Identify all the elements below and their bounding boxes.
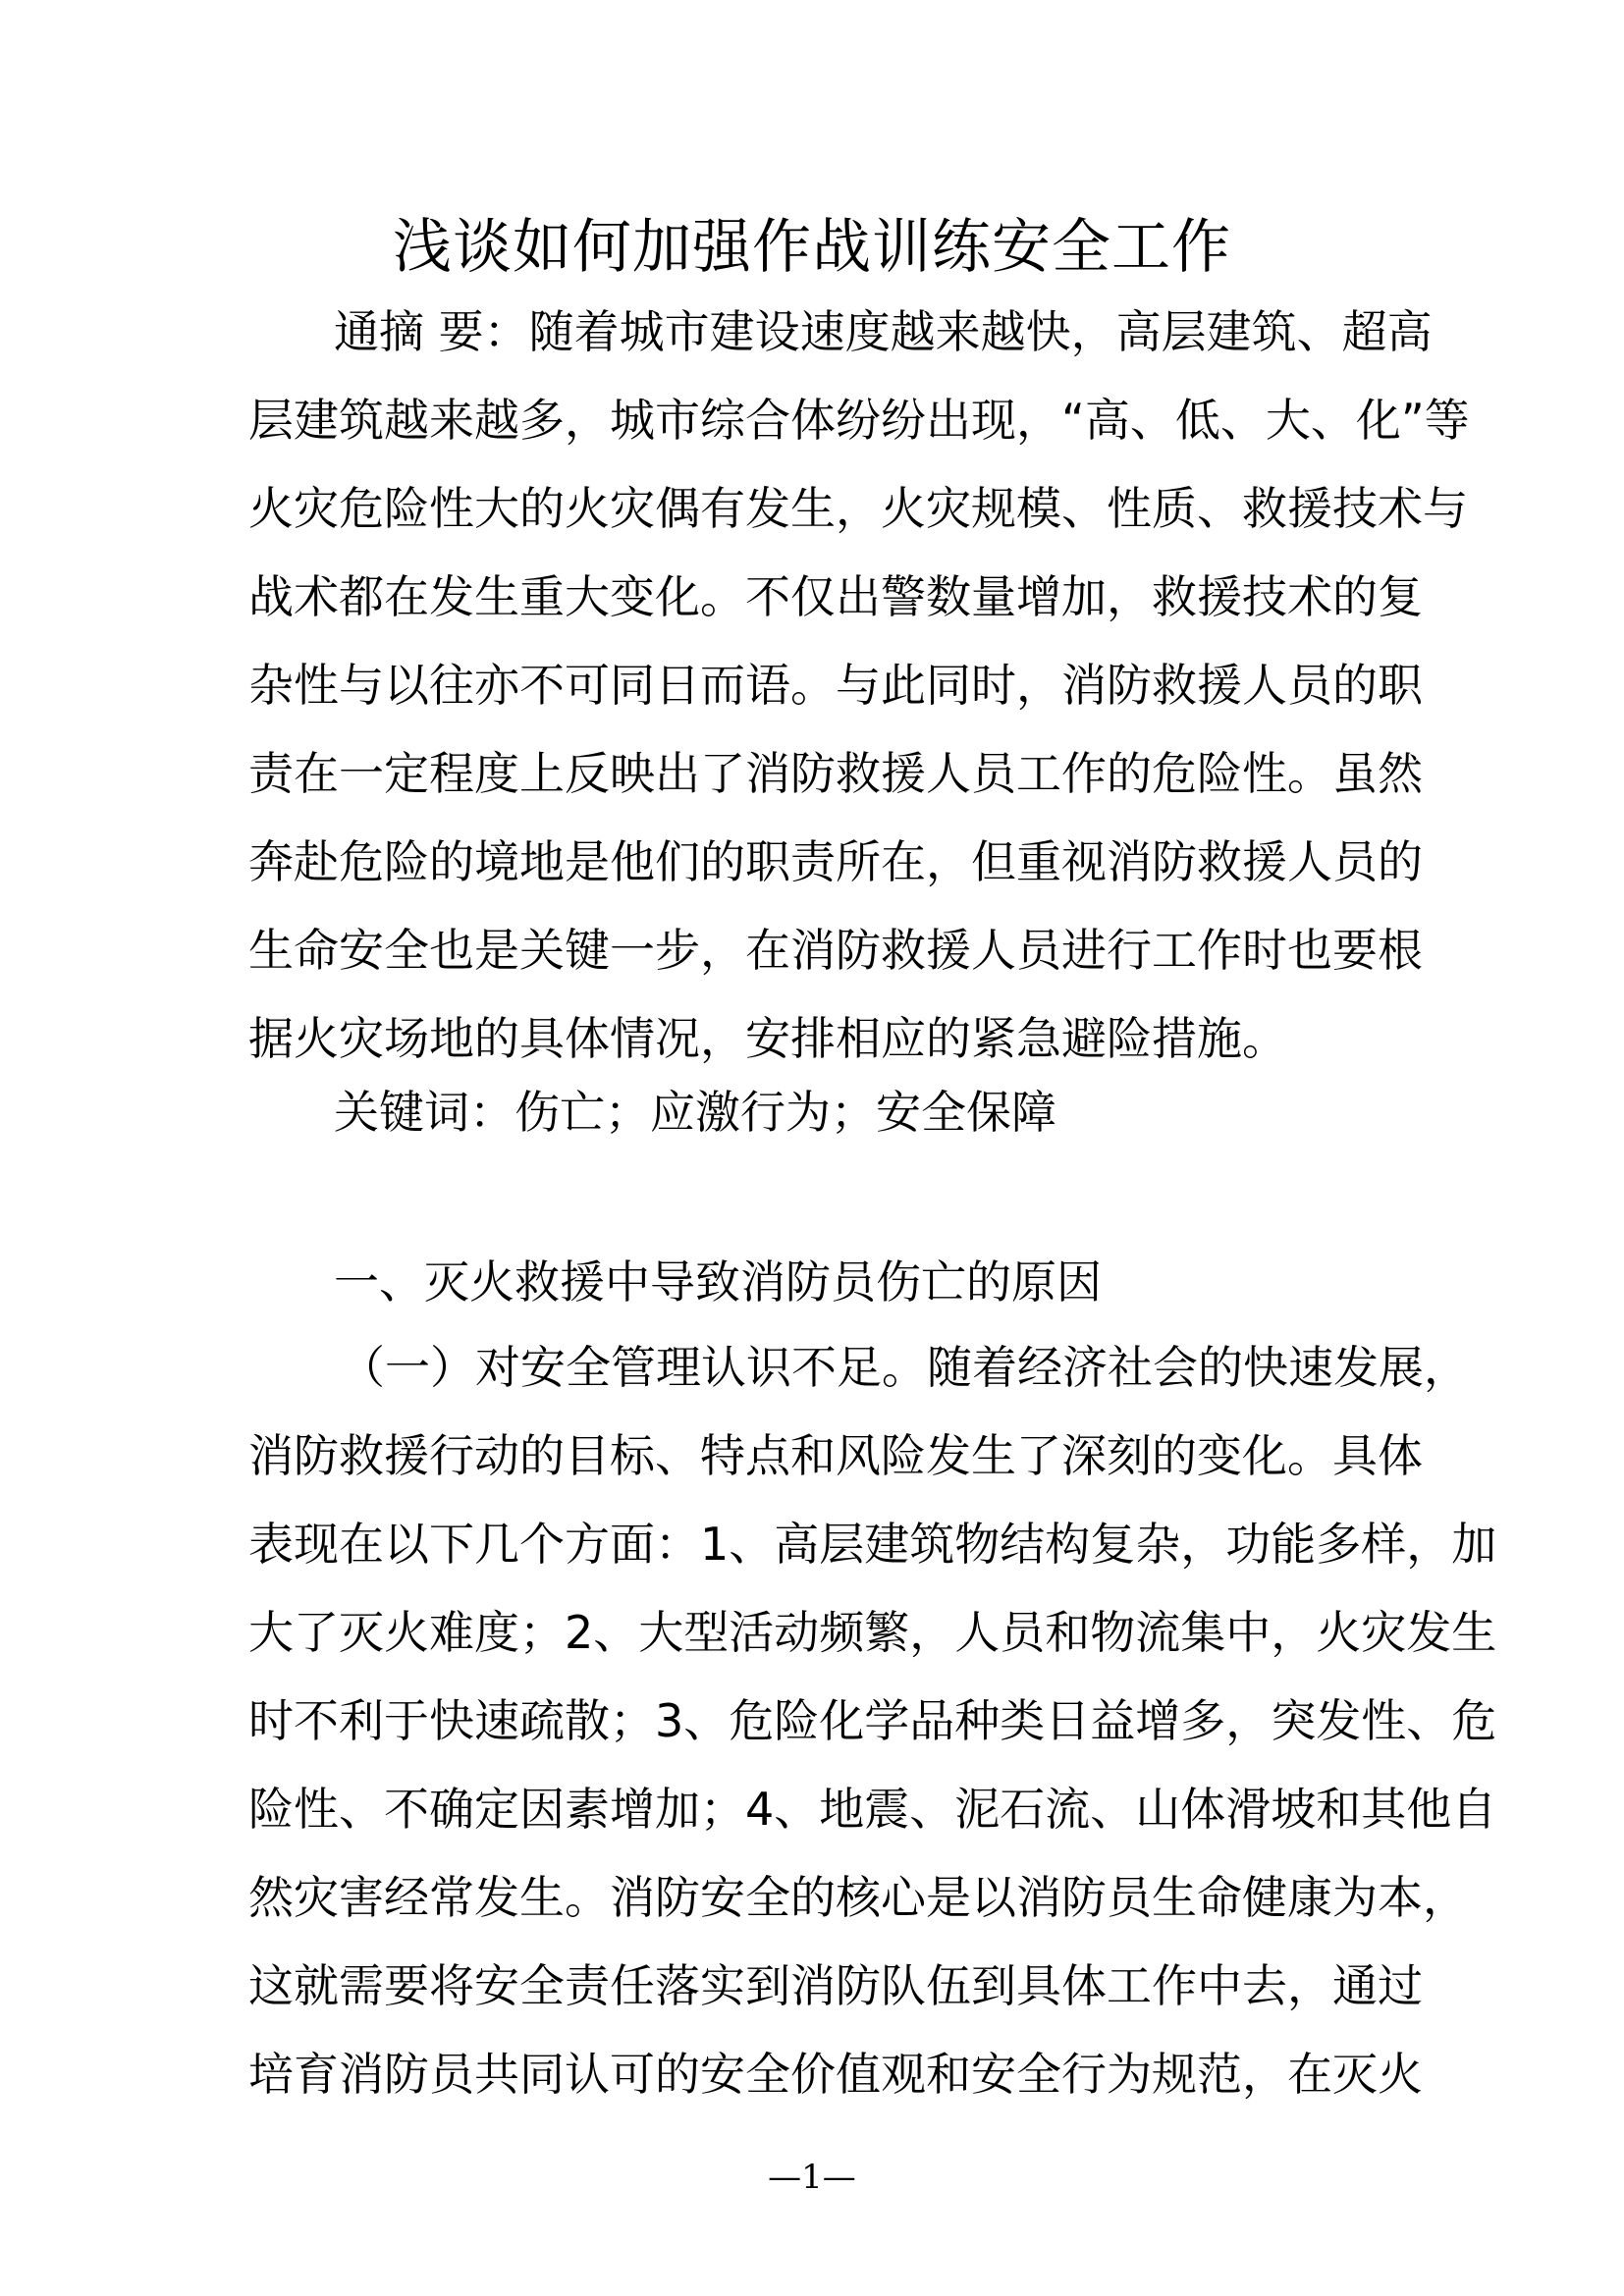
- section-heading: 一、灭火救援中导致消防员伤亡的原因: [334, 1255, 1102, 1308]
- abstract-line: 层建筑越来越多，城市综合体纷纷出现，“高、低、大、化”等: [248, 394, 1470, 447]
- body-line: 然灾害经常发生。消防安全的核心是以消防员生命健康为本，: [248, 1871, 1468, 1924]
- page-number: —1—: [768, 2158, 856, 2197]
- abstract-line: 责在一定程度上反映出了消防救援人员工作的危险性。虽然: [248, 747, 1423, 800]
- body-line: 培育消防员共同认可的安全价值观和安全行为规范，在灭火: [248, 2048, 1423, 2101]
- body-line: 这就需要将安全责任落实到消防队伍到具体工作中去，通过: [248, 1959, 1423, 2012]
- page-title: 浅谈如何加强作战训练安全工作: [393, 213, 1231, 282]
- body-line: （一）对安全管理认识不足。随着经济社会的快速发展，: [340, 1341, 1469, 1394]
- keywords: 关键词：伤亡；应激行为；安全保障: [334, 1086, 1056, 1139]
- body-line: 时不利于快速疏散；3、危险化学品种类日益增多，突发性、危: [248, 1694, 1497, 1747]
- abstract-line: 杂性与以往亦不可同日而语。与此同时，消防救援人员的职: [248, 659, 1423, 712]
- abstract-line: 火灾危险性大的火灾偶有发生，火灾规模、性质、救援技术与: [248, 482, 1468, 535]
- body-line: 表现在以下几个方面：1、高层建筑物结构复杂，功能多样，加: [248, 1518, 1497, 1571]
- body-line: 大了灭火难度；2、大型活动频繁，人员和物流集中，火灾发生: [248, 1606, 1497, 1659]
- abstract-line: 通摘 要：随着城市建设速度越来越快，高层建筑、超高: [334, 305, 1433, 358]
- abstract-line: 生命安全也是关键一步，在消防救援人员进行工作时也要根: [248, 924, 1423, 977]
- abstract-line: 奔赴危险的境地是他们的职责所在，但重视消防救援人员的: [248, 835, 1423, 888]
- body-line: 消防救援行动的目标、特点和风险发生了深刻的变化。具体: [248, 1429, 1423, 1482]
- abstract-line: 据火灾场地的具体情况，安排相应的紧急避险措施。: [248, 1012, 1287, 1065]
- body-line: 险性、不确定因素增加；4、地震、泥石流、山体滑坡和其他自: [248, 1783, 1497, 1836]
- abstract-line: 战术都在发生重大变化。不仅出警数量增加，救援技术的复: [248, 570, 1423, 623]
